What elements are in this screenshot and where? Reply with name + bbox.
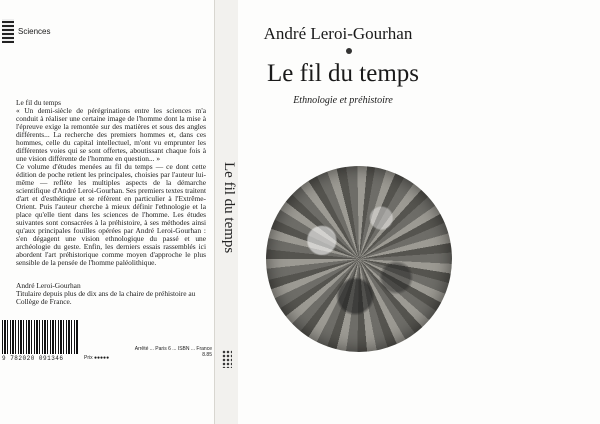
- author-bio-name: André Leroi-Gourhan: [16, 281, 81, 290]
- series-logo-icon: [2, 19, 14, 43]
- front-cover: [238, 0, 600, 424]
- spine-publisher-mark-icon: [222, 350, 232, 368]
- blurb-quote: « Un demi-siècle de pérégrinations entre les sciences m'a conduit à réaliser une certaine image de l'homme dont la mise à l'épreuve exige la remontée sur des matières et sous des angles différents... La recherche des premiers hommes et, dans ces hommes, celle du capital intellectuel, m'ont vu emprunter les différentes voies qui se sont offertes, aboutissant chaque fois à une vision différente de l'homme en question... »: [16, 105, 206, 163]
- blurb-title: Le fil du temps: [16, 98, 61, 107]
- series-badge: [2, 19, 50, 43]
- back-cover: [0, 0, 214, 424]
- blurb-body: Ce volume d'études menées au fil du temps — ce dont cette édition de poche retient les principales, choisies par l'auteur lui-même — reflète les multiples aspects de la démarche scientifique d'André Leroi-Gourhan. Ses premiers textes traitent d'art et d'esthétique et se réfèrent en particulier à l'Extrême-Orient. Puis l'auteur cherche à mieux définir l'ethnologie et la place qu'elle tient dans les sciences de l'homme. Les études suivantes sont consacrées à la préhistoire, à ses méthodes ainsi qu'aux principales fouilles opérées par André Leroi-Gourhan : s'en dégagent une vision ethnologique du passé et une archéologie du geste. Enfin, les derniers essais rassemblés ici abordent l'art préhistorique comme moyen d'approche le plus sensible de la pensée de l'homme paléolithique.: [16, 161, 206, 267]
- author-bio-text: Titulaire depuis plus de dix ans de la chaire de préhistoire au Collège de France.: [16, 289, 196, 307]
- back-cover-blurb: [16, 99, 206, 267]
- front-title: Le fil du temps: [266, 60, 420, 87]
- price-label: Prix ●●●●●: [84, 355, 110, 361]
- series-label: Sciences: [18, 26, 51, 36]
- front-author: André Leroi-Gourhan: [263, 24, 413, 43]
- isbn: 9 782020 091346: [2, 355, 64, 362]
- barcode: [2, 320, 78, 354]
- printer-info: Arrêté ... Paris 6 ... ISBN ... France 8.85: [134, 346, 212, 358]
- separator-dot-icon: [346, 48, 352, 54]
- front-subtitle: Ethnologie et préhistoire: [293, 95, 393, 106]
- cover-illustration-disc: [266, 166, 452, 352]
- spine: [214, 0, 240, 424]
- spine-title: Le fil du temps: [221, 162, 237, 254]
- author-bio: [16, 282, 206, 306]
